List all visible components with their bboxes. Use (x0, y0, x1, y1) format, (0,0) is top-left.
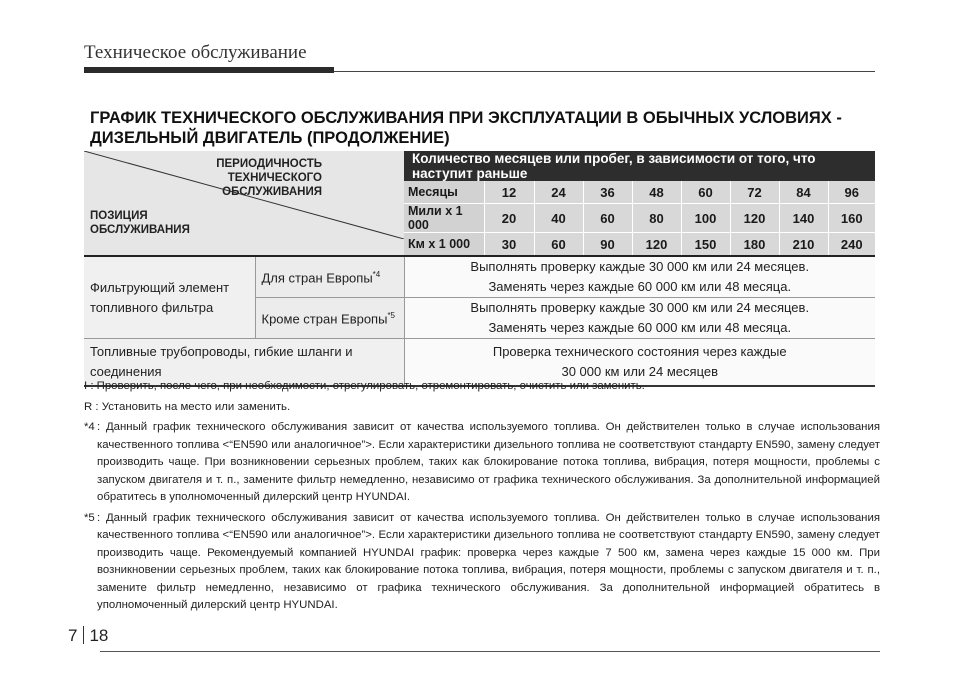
row-label-months: Месяцы (404, 181, 484, 204)
km-value: 60 (534, 233, 583, 257)
footnote-4-text: : Данный график технического обслуживания зависит от качества используемого топлива. Он действителен только в случае использования качественного топлива <“EN590 или аналогичное”>. Если характеристики дизельного топлива не соответствуют стандарту EN590, замену следует производить чаще. При возникновении серьезных проблем, таких как блокирование потока топлива, вибрация, потеря мощности, проблемы с запуском двигателя и т. п., замените фильтр немедленно, независимо от графика технического обслуживания. За дополнительной информацией обратитесь в уполномоченный дилерский центр HYUNDAI. (97, 421, 880, 503)
footnote-5 (84, 510, 880, 615)
header-rule-thick (84, 67, 334, 73)
km-value: 90 (583, 233, 632, 257)
page-index: 18 (89, 626, 109, 645)
km-value: 30 (484, 233, 534, 257)
header-rule-thin (334, 71, 875, 72)
km-value: 240 (828, 233, 875, 257)
notes (84, 378, 880, 618)
footer-rule (100, 651, 880, 652)
page-number (68, 626, 108, 646)
footnote-mark: *5 (387, 311, 395, 321)
periodicity-label: ПЕРИОДИЧНОСТЬ ТЕХНИЧЕСКОГО ОБСЛУЖИВАНИЯ (216, 158, 322, 198)
miles-value: 60 (583, 204, 632, 233)
months-value: 60 (681, 181, 730, 204)
section-title: ГРАФИК ТЕХНИЧЕСКОГО ОБСЛУЖИВАНИЯ ПРИ ЭКСПЛУАТАЦИИ В ОБЫЧНЫХ УСЛОВИЯХ - ДИЗЕЛЬНЫЙ ДВИГАТЕЛЬ (ПРОДОЛЖЕНИЕ) (90, 109, 842, 147)
months-value: 24 (534, 181, 583, 204)
months-value: 36 (583, 181, 632, 204)
note-i: I : Проверить, после чего, при необходимости, отрегулировать, отремонтировать, очистить или заменить. (84, 380, 645, 392)
maintenance-schedule-table (84, 151, 875, 387)
miles-value: 140 (779, 204, 828, 233)
sub-europe: Для стран Европы$^{*4}$ (255, 256, 404, 298)
miles-value: 160 (828, 204, 875, 233)
months-value: 12 (484, 181, 534, 204)
instruction-fuel-lines: Проверка технического состояния через каждые 30 000 км или 24 месяцев (404, 339, 875, 387)
footnote-mark: *4 (372, 270, 381, 280)
sub-non-europe: Кроме стран Европы$^{*5}$ (255, 298, 404, 339)
chapter-number: 7 (68, 626, 78, 645)
interval-header: Количество месяцев или пробег, в зависимости от того, что наступит раньше (404, 151, 875, 181)
months-value: 96 (828, 181, 875, 204)
months-value: 48 (632, 181, 681, 204)
km-value: 180 (730, 233, 779, 257)
km-value: 120 (632, 233, 681, 257)
miles-value: 40 (534, 204, 583, 233)
miles-value: 120 (730, 204, 779, 233)
months-value: 72 (730, 181, 779, 204)
km-value: 210 (779, 233, 828, 257)
months-value: 84 (779, 181, 828, 204)
row-label-km: Км x 1 000 (404, 233, 484, 257)
page-number-divider (83, 626, 84, 644)
item-fuel-filter: Фильтрующий элемент топливного фильтра (84, 256, 255, 339)
instruction-non-europe: Выполнять проверку каждые 30 000 км или 24 месяцев. Заменять через каждые 60 000 км или 48 месяца. (404, 298, 875, 339)
miles-value: 100 (681, 204, 730, 233)
miles-value: 20 (484, 204, 534, 233)
miles-value: 80 (632, 204, 681, 233)
footnote-4 (84, 419, 880, 507)
table-corner-header (84, 151, 404, 256)
instruction-europe: Выполнять проверку каждые 30 000 км или 24 месяцев. Заменять через каждые 60 000 км или 48 месяца. (404, 256, 875, 298)
header-title: Техническое обслуживание (84, 42, 307, 63)
row-label-miles: Мили x 1 000 (404, 204, 484, 233)
footnote-5-mark: *5 (84, 511, 95, 524)
item-fuel-lines: Топливные трубопроводы, гибкие шланги и соединения (84, 339, 404, 387)
footnote-4-mark: *4 (84, 421, 95, 433)
km-value: 150 (681, 233, 730, 257)
footnote-5-text: : Данный график технического обслуживания зависит от качества используемого топлива. Он действителен только в случае использования качественного топлива <“EN590 или аналогичное”>. Если характеристики дизельного топлива не соответствуют стандарту EN590, замену следует производить чаще. Рекомендуемый компанией HYUNDAI график: проверка через каждые 7 500 км, замена через каждые 15 000 км. При возникновении серьезных проблем, таких как блокирование потока топлива, вибрация, потеря мощности, проблемы с запуском двигателя и т. п., замените фильтр немедленно, независимо от графика технического обслуживания. За дополнительной информацией обратитесь в уполномоченный дилерский центр HYUNDAI. (97, 511, 880, 611)
note-r: R : Установить на место или заменить. (84, 400, 291, 413)
position-label: ПОЗИЦИЯ ОБСЛУЖИВАНИЯ (90, 210, 190, 236)
